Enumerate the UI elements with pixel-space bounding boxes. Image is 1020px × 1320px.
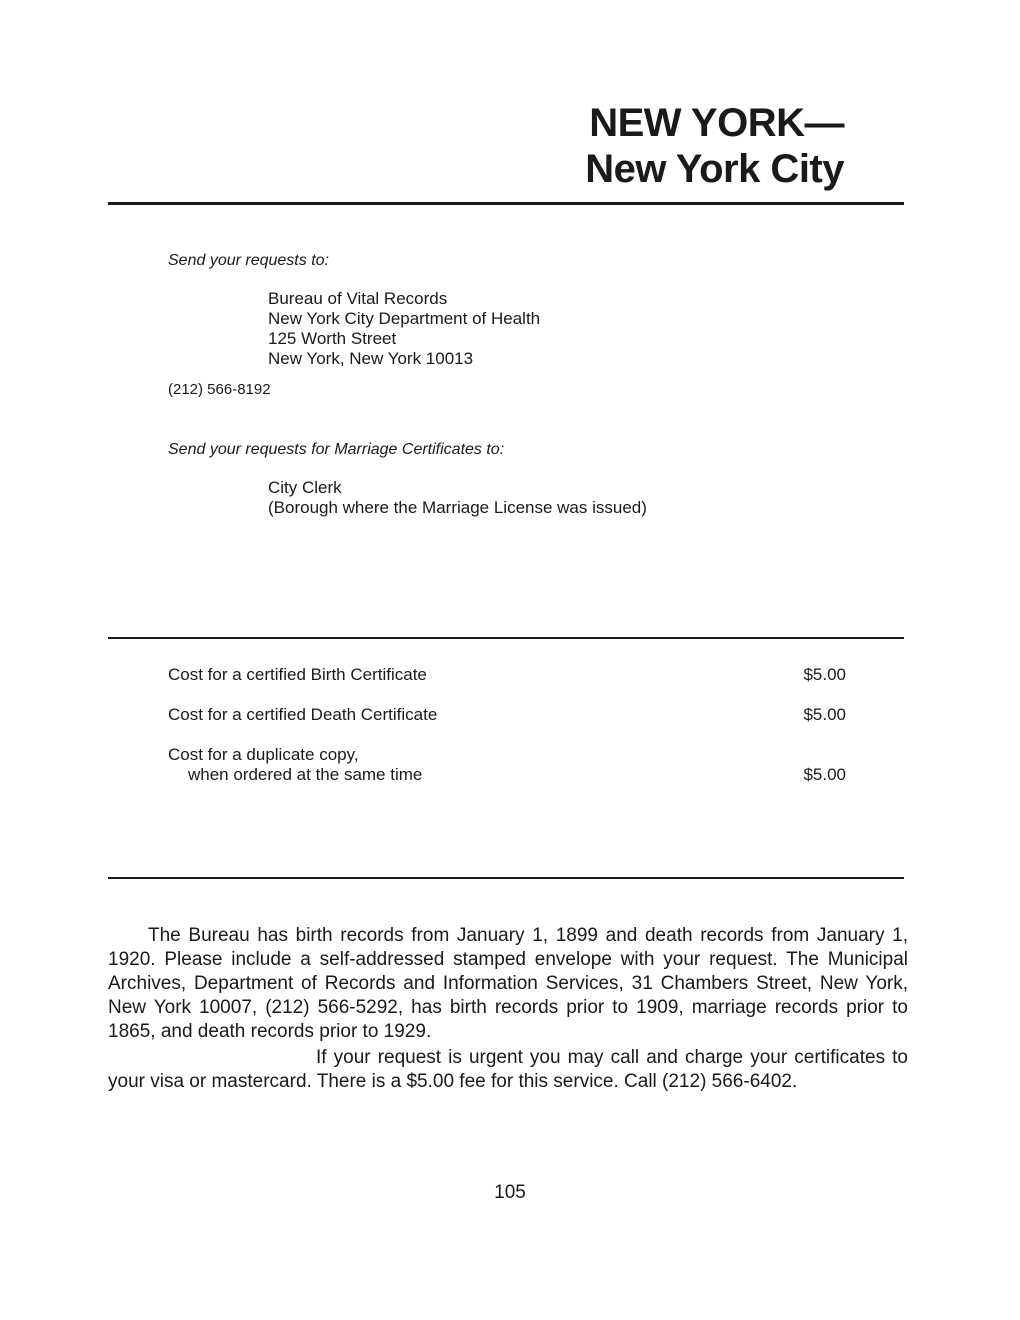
title-state: NEW YORK— <box>589 101 844 145</box>
vital-records-address <box>268 289 540 369</box>
address-line: Bureau of Vital Records <box>268 289 448 308</box>
title-city: New York City <box>585 147 844 191</box>
costs-top-divider <box>108 637 904 639</box>
address-line: New York City Department of Health <box>268 309 541 328</box>
page-title <box>585 100 844 192</box>
urgent-request-paragraph: If your request is urgent you may call and charge your certificates to your visa or mastercard. There is a $5.00 fee for this service. Call (212) 566-6402. <box>108 1047 908 1092</box>
requests-label: Send your requests to: <box>168 252 329 269</box>
address-line: New York, New York 10013 <box>268 349 474 368</box>
cost-price: $5.00 <box>803 705 846 724</box>
costs-bottom-divider <box>108 877 904 879</box>
records-paragraph: The Bureau has birth records from January 1, 1899 and death records from January 1, 1920. Please include a self-addressed stamped envelope with your request. The Municipal Archives, Department of Records and Information Services, 31 Chambers Street, New York, New York 10007, (212) 566-5292, has birth records prior to 1909, marriage records prior to 1865, and death records prior to 1929. <box>108 925 908 1042</box>
address-line: (Borough where the Marriage License was issued) <box>268 498 647 517</box>
phone-number: (212) 566-8192 <box>168 381 271 398</box>
address-line: City Clerk <box>268 478 342 497</box>
cost-row-birth <box>168 665 846 685</box>
address-line: 125 Worth Street <box>268 329 397 348</box>
page-number: 105 <box>494 1182 526 1203</box>
cost-row-death <box>168 705 846 725</box>
header-divider <box>108 202 904 205</box>
cost-price: $5.00 <box>803 765 846 784</box>
marriage-requests-label: Send your requests for Marriage Certificates to: <box>168 441 505 458</box>
cost-row-duplicate <box>168 745 846 785</box>
cost-label: Cost for a duplicate copy, when ordered at the same time <box>168 745 423 784</box>
cost-price: $5.00 <box>803 665 846 684</box>
cost-label: Cost for a certified Death Certificate <box>168 705 438 724</box>
marriage-address <box>268 478 647 518</box>
cost-label: Cost for a certified Birth Certificate <box>168 665 427 684</box>
